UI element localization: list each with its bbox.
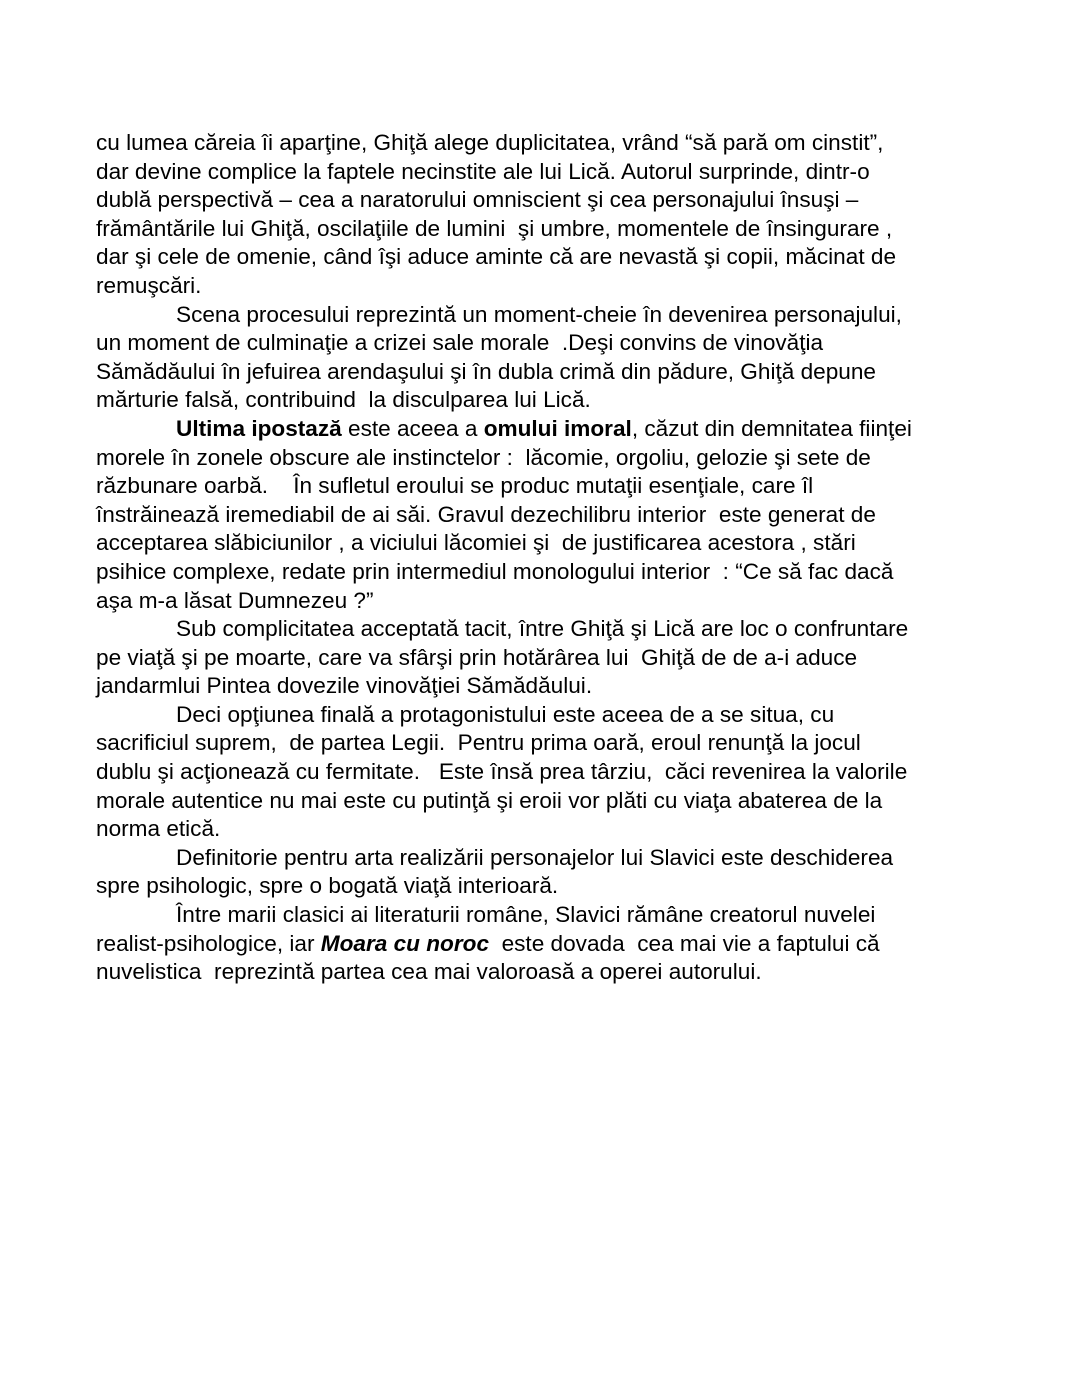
text-line bbox=[96, 872, 996, 901]
text-segment: răzbunare oarbă. În sufletul eroului se produc mutaţii esenţiale, care îl bbox=[96, 473, 814, 499]
text-line bbox=[96, 386, 996, 415]
text-line bbox=[96, 444, 996, 473]
text-segment: morele în zonele obscure ale instinctelor : lăcomie, orgoliu, gelozie şi sete de bbox=[96, 444, 871, 470]
text-segment: Scena procesului reprezintă un moment-cheie în devenirea personajului, bbox=[176, 301, 902, 327]
text-segment: dublu şi acţionează cu fermitate. Este însă prea târziu, căci revenirea la valorile bbox=[96, 759, 908, 785]
emphasized-text: omului imoral bbox=[483, 415, 632, 441]
text-segment: psihice complexe, redate prin intermediul monologului interior : “Ce să fac dacă bbox=[96, 558, 894, 584]
text-segment: jandarmlui Pintea dovezile vinovăţiei Sămădăului. bbox=[96, 673, 593, 699]
text-segment: Deci opţiunea finală a protagonistului este aceea de a se situa, cu bbox=[176, 701, 835, 727]
text-line bbox=[96, 587, 996, 616]
text-segment: acceptarea slăbiciunilor , a viciului lăcomiei şi de justificarea acestora , stări bbox=[96, 530, 856, 556]
text-line bbox=[96, 329, 996, 358]
emphasized-text: Ultima ipostază bbox=[176, 415, 342, 441]
text-line bbox=[96, 215, 996, 244]
paragraph-first-line bbox=[96, 301, 996, 330]
text-line bbox=[96, 787, 996, 816]
text-segment: este dovada cea mai vie a faptului că bbox=[489, 930, 880, 956]
text-segment: dublă perspectivă – cea a naratorului omniscient şi cea personajului însuşi – bbox=[96, 187, 859, 213]
text-segment: spre psihologic, spre o bogată viaţă interioară. bbox=[96, 873, 559, 899]
text-line bbox=[96, 644, 996, 673]
text-segment: înstrăinează iremediabil de ai săi. Gravul dezechilibru interior este generat de bbox=[96, 501, 876, 527]
text-segment: aşa m-a lăsat Dumnezeu ?” bbox=[96, 587, 374, 613]
text-line bbox=[96, 358, 996, 387]
text-line bbox=[96, 158, 996, 187]
paragraph-first-line bbox=[96, 415, 996, 444]
text-line bbox=[96, 186, 996, 215]
text-segment: nuvelistica reprezintă partea cea mai valoroasă a operei autorului. bbox=[96, 959, 762, 985]
paragraph-first-line bbox=[96, 901, 996, 930]
text-segment: cu lumea căreia îi aparţine, Ghiţă alege duplicitatea, vrând “să pară om cinstit”, bbox=[96, 130, 884, 155]
text-line bbox=[96, 729, 996, 758]
text-segment: morale autentice nu mai este cu putinţă şi eroii vor plăti cu viaţa abaterea de la bbox=[96, 787, 883, 813]
text-line bbox=[96, 529, 996, 558]
text-line bbox=[96, 758, 996, 787]
text-segment: sacrificiul suprem, de partea Legii. Pentru prima oară, eroul renunţă la jocul bbox=[96, 730, 861, 756]
text-line bbox=[96, 472, 996, 501]
paragraph-first-line bbox=[96, 701, 996, 730]
text-line bbox=[96, 958, 996, 987]
document-body bbox=[96, 129, 996, 987]
text-segment: frământările lui Ghiţă, oscilaţiile de lumini şi umbre, momentele de însingurare , bbox=[96, 215, 893, 241]
text-segment: un moment de culminaţie a crizei sale morale .Deşi convins de vinovăţia bbox=[96, 330, 824, 356]
text-segment: este aceea a bbox=[341, 415, 484, 441]
text-segment: Sub complicitatea acceptată tacit, între Ghiţă şi Lică are loc o confruntare bbox=[176, 616, 909, 642]
text-line bbox=[96, 930, 996, 959]
text-line bbox=[96, 501, 996, 530]
text-line bbox=[96, 672, 996, 701]
text-line bbox=[96, 558, 996, 587]
emphasized-text: Moara cu noroc bbox=[320, 930, 490, 956]
text-segment: , căzut din demnitatea fiinţei bbox=[631, 415, 912, 441]
paragraph-first-line bbox=[96, 844, 996, 873]
text-segment: Între marii clasici ai literaturii române, Slavici rămâne creatorul nuvelei bbox=[176, 902, 876, 928]
text-line bbox=[96, 129, 996, 158]
text-segment: mărturie falsă, contribuind la disculparea lui Lică. bbox=[96, 387, 591, 413]
paragraph-first-line bbox=[96, 615, 996, 644]
text-segment: dar şi cele de omenie, când îşi aduce aminte că are nevastă şi copii, măcinat de bbox=[96, 244, 897, 270]
text-segment: pe viaţă şi pe moarte, care va sfârşi prin hotărârea lui Ghiţă de de a-i aduce bbox=[96, 644, 858, 670]
text-segment: dar devine complice la faptele necinstite ale lui Lică. Autorul surprinde, dintr-o bbox=[96, 158, 870, 184]
text-segment: remuşcări. bbox=[96, 272, 202, 298]
text-segment: Definitorie pentru arta realizării personajelor lui Slavici este deschiderea bbox=[176, 844, 894, 870]
text-line bbox=[96, 815, 996, 844]
text-segment: Sămădăului în jefuirea arendaşului şi în dubla crimă din pădure, Ghiţă depune bbox=[96, 358, 876, 384]
text-line bbox=[96, 243, 996, 272]
text-segment: realist-psihologice, iar bbox=[96, 930, 321, 956]
text-line bbox=[96, 272, 996, 301]
text-segment: norma etică. bbox=[96, 816, 221, 842]
